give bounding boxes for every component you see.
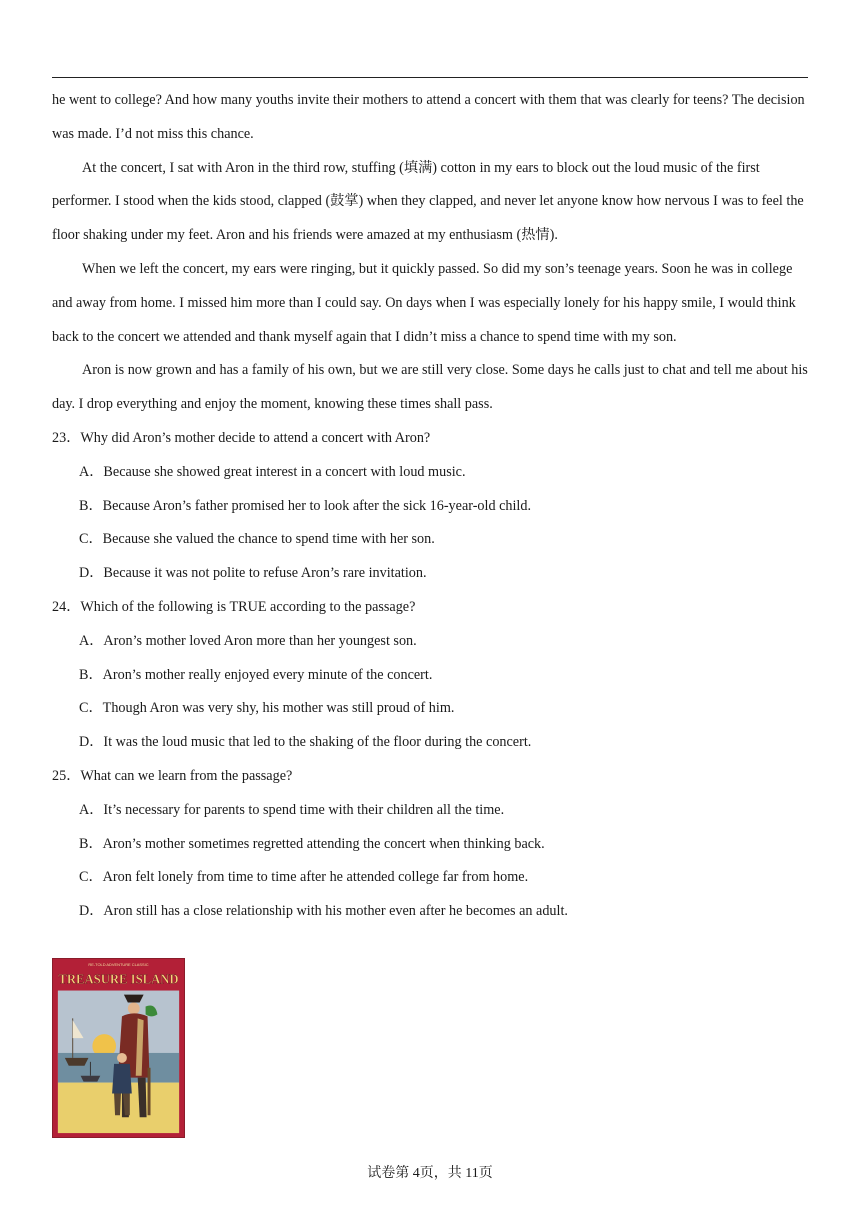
- passage-paragraph: Aron is now grown and has a family of his own, but we are still very close. Some days he calls just to chat and tell me about his day. I drop everything and enjoy the moment, knowing these times shall pass.: [52, 362, 808, 413]
- option-23-b: B．Because Aron’s father promised her to look after the sick 16-year-old child.: [79, 497, 532, 514]
- header-rule: [52, 77, 808, 78]
- page-footer: 试卷第 4页，共 11页: [367, 1166, 493, 1181]
- treasure-island-book-cover: [52, 958, 185, 1138]
- option-24-c: C．Though Aron was very shy, his mother was still proud of him.: [79, 700, 455, 717]
- question-24: 24．Which of the following is TRUE according to the passage?: [52, 598, 416, 615]
- option-25-d: D．Aron still has a close relationship with his mother even after he becomes an adult.: [79, 903, 568, 920]
- option-25-a: A．It’s necessary for parents to spend time with their children all the time.: [79, 801, 505, 818]
- book-cover-illustration: [53, 959, 184, 1137]
- option-23-d: D．Because it was not polite to refuse Aron’s rare invitation.: [79, 565, 427, 582]
- option-23-c: C．Because she valued the chance to spend time with her son.: [79, 531, 435, 548]
- option-25-b: B．Aron’s mother sometimes regretted attending the concert when thinking back.: [79, 835, 545, 852]
- passage-paragraph: At the concert, I sat with Aron in the third row, stuffing (填满) cotton in my ears to block out the loud music of the first performer. I stood when the kids stood, clapped (鼓掌) when they clapped, and never let anyone know how nervous I was to feel the floor shaking under my feet. Aron and his friends were amazed at my enthusiasm (热情).: [52, 159, 804, 244]
- passage-paragraph: he went to college? And how many youths invite their mothers to attend a concert with them that was clearly for teens? The decision was made. I’d not miss this chance.: [52, 92, 805, 142]
- option-24-a: A．Aron’s mother loved Aron more than her youngest son.: [79, 632, 417, 649]
- option-24-d: D．It was the loud music that led to the shaking of the floor during the concert.: [79, 734, 532, 751]
- option-24-b: B．Aron’s mother really enjoyed every minute of the concert.: [79, 666, 433, 683]
- page-body: [52, 84, 812, 929]
- passage-paragraph: When we left the concert, my ears were ringing, but it quickly passed. So did my son’s teenage years. Soon he was in college and away from home. I missed him more than I could say. On days when I was especially lonely for his happy smile, I would think back to the concert we attended and thank myself again that I didn’t miss a chance to spend time with my son.: [52, 260, 796, 345]
- question-23: 23．Why did Aron’s mother decide to attend a concert with Aron?: [52, 429, 431, 446]
- option-23-a: A．Because she showed great interest in a concert with loud music.: [79, 463, 466, 480]
- cover-title: TREASURE ISLAND: [58, 971, 179, 987]
- cover-top-line: RE-TOLD ADVENTURE CLASSIC: [88, 961, 149, 967]
- option-25-c: C．Aron felt lonely from time to time after he attended college far from home.: [79, 869, 529, 886]
- question-25: 25．What can we learn from the passage?: [52, 767, 293, 784]
